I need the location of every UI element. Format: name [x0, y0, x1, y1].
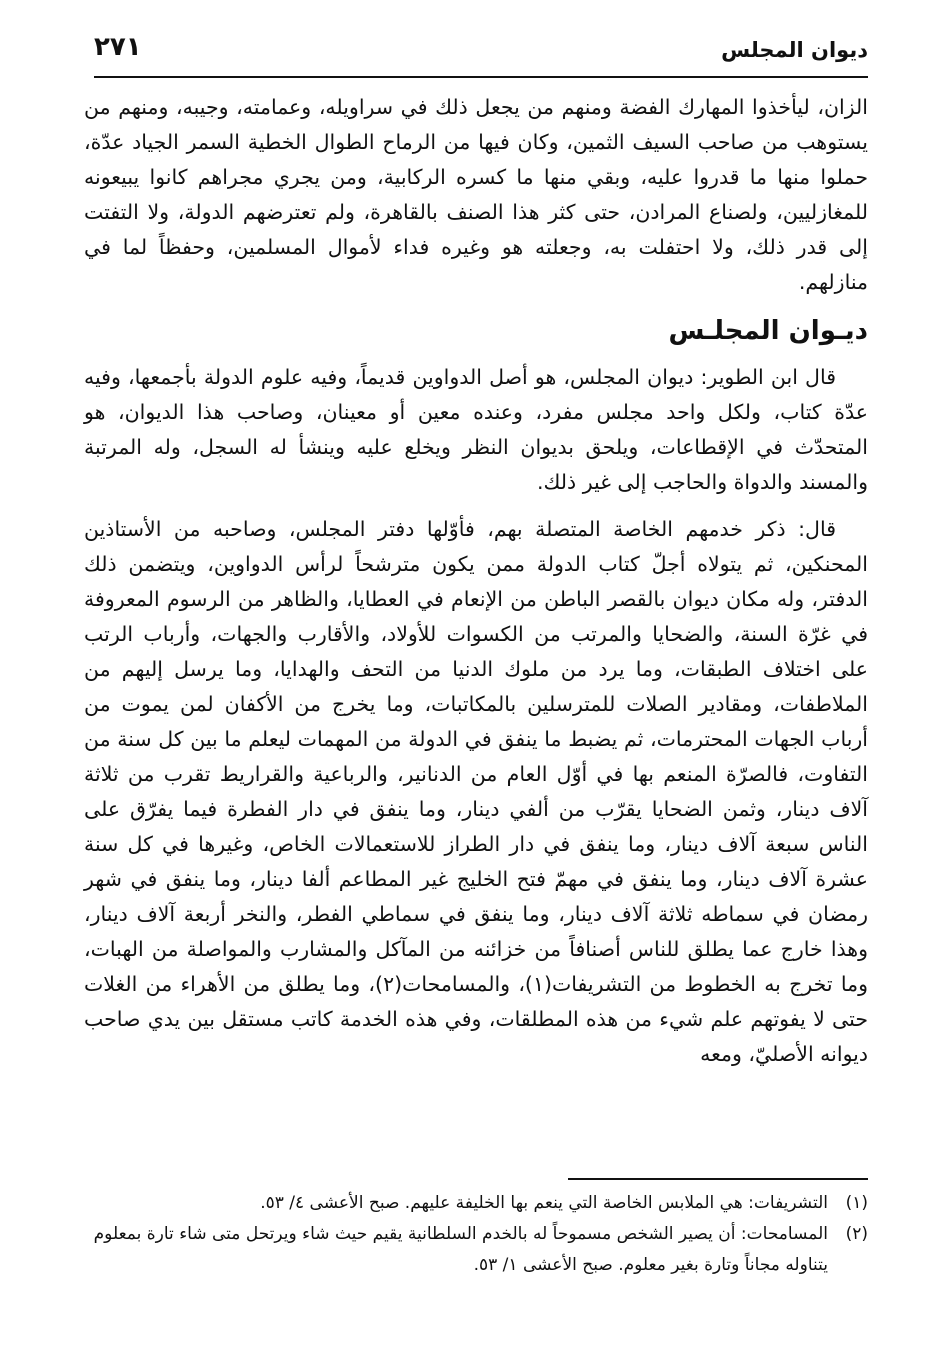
footnote-text: المسامحات: أن يصير الشخص مسموحاً له بالخدم السلطانية يقيم حيث شاء ويرتحل متى شاء تارة بمعلوم يتناوله مجاناً وتارة بغير معلوم. صبح الأعشى ١/ ٥٣.: [93, 1224, 828, 1275]
footnote-text: التشريفات: هي الملابس الخاصة التي ينعم بها الخليفة عليهم. صبح الأعشى ٤/ ٥٣.: [260, 1193, 828, 1213]
page-header: [94, 28, 868, 78]
running-head: ديوان المجلس: [721, 38, 868, 62]
section-title: ديـوان المجلـس: [668, 316, 868, 346]
paragraph-khidam: قال: ذكر خدمهم الخاصة المتصلة بهم، فأوّلها دفتر المجلس، وصاحبه من الأستاذين المحنكين، ثم يتولاه أجلّ كتاب الدولة ممن يكون مترشحاً لرأس الدواوين، ويتضمن ذلك الدفتر، وله مكان ديوان بالقصر الباطن من الإنعام في العطايا، والظاهر من الرسوم المعروفة في غرّة السنة، والضحايا والمرتب من الكسوات للأولاد، والأقارب والجهات، وأرباب الرتب على اختلاف الطبقات، وما يرد من ملوك الدنيا من التحف والهدايا، وما يرسل إليهم من الملاطفات، ومقادير الصلات للمترسلين بالمكاتبات، وما يخرج من الأكفان لمن يموت من أرباب الجهات المحترمات، ثم يضبط ما ينفق في الدولة من المهمات ليعلم ما بين كل سنة من التفاوت، فالصرّة المنعم بها في أوّل العام من الدنانير، والرباعية والقراريط تقرب من ثلاثة آلاف دينار، وثمن الضحايا يقرّب من ألفي دينار، وما ينفق في دار الفطرة فيما يفرّق على الناس سبعة آلاف دينار، وما ينفق في دار الطراز للاستعمالات الخاص، وغيرها في كل سنة عشرة آلاف دينار، وما ينفق في مهمّ فتح الخليج غير المطاعم ألفا دينار، وما ينفق في شهر رمضان في سماطه ثلاثة آلاف دينار، وما ينفق في سماطي الفطر، والنخر أربعة آلاف دينار، وهذا خارج عما يطلق للناس أصنافاً من خزائنه من المآكل والمشارب والمواصلة من الهبات، وما تخرج به الخطوط من التشريفات(١)، والمسامحات(٢)، وما يطلق من الأهراء من الغلات حتى لا يفوتهم علم شيء من هذه المطلقات، وفي هذه الخدمة كاتب مستقل بين يدي صاحب ديوانه الأصليّ، ومعه: [84, 517, 869, 1066]
paragraph-ibn-tuwayr: قال ابن الطوير: ديوان المجلس، هو أصل الدواوين قديماً، وفيه علوم الدولة بأجمعها، وفيه عدّة كتاب، ولكل واحد مجلس مفرد، وعنده معين أو معينان، وصاحب هذا الديوان، هو المتحدّث في الإقطاعات، ويلحق بديوان النظر ويخلع عليه وينشأ له السجل، وله المرتبة والمسند والدواة والحاجب إلى غير ذلك.: [84, 365, 868, 494]
footnotes: [84, 1188, 868, 1281]
paragraph-continuation: الزان، ليأخذوا المهارك الفضة ومنهم من يجعل ذلك في سراويله، وعمامته، وجيبه، ومنهم من يستوهب من صاحب السيف الثمين، وكان فيها من الرماح الطوال الخطية السمر الجياد عدّة، حملوا منها ما قدروا عليه، وبقي منها ما كسره الركابية، ومن يجري مجراهم كانوا يبيعونه للمغازليين، ولصناع المرادن، حتى كثر هذا الصنف بالقاهرة، ولم تعترضهم الدولة، ولا التفتت إلى قدر ذلك، ولا احتفلت به، وجعلته هو وغيره فداء لأموال المسلمين، وحفظاً لما في منازلهم.: [84, 95, 868, 294]
footnote-divider: [568, 1178, 868, 1180]
body-text: [84, 90, 868, 1072]
page-number: ٢٧١: [94, 32, 142, 62]
footnote-number: (٢): [845, 1224, 868, 1244]
footnote-item: [84, 1188, 868, 1219]
footnote-item: [84, 1219, 868, 1281]
footnote-number: (١): [845, 1193, 868, 1213]
